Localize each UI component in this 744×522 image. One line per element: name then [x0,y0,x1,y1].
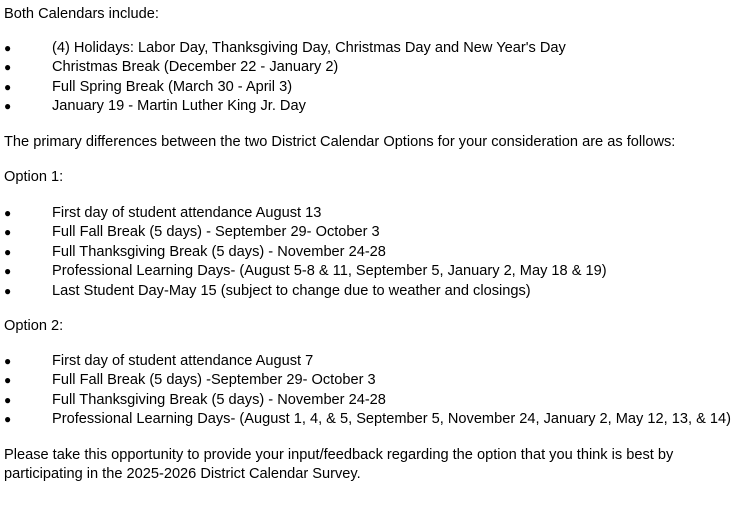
bullet-icon: ● [4,244,12,259]
option2-heading: Option 2: [4,318,64,334]
list-item-text: (4) Holidays: Labor Day, Thanksgiving Day, Christmas Day and New Year's Day [52,40,566,56]
bullet-icon: ● [4,99,12,114]
bullet-icon: ● [4,373,12,388]
list-item-text: Full Fall Break (5 days) -September 29- October 3 [52,372,376,389]
list-item-text: Last Student Day-May 15 (subject to change due to weather and closings) [52,282,531,299]
bullet-icon: ● [4,41,12,55]
list-item-text: Full Thanksgiving Break (5 days) - November 24-28 [52,243,386,260]
list-item-text: First day of student attendance August 7 [52,353,314,369]
bullet-icon: ● [4,264,12,279]
bullet-icon: ● [4,283,12,298]
bullet-icon: ● [4,354,12,368]
list-item-text: Full Spring Break (March 30 - April 3) [52,78,293,95]
option1-heading: Option 1: [4,169,64,185]
bullet-icon: ● [4,412,12,427]
bullet-icon: ● [4,79,12,94]
bullet-icon: ● [4,60,12,75]
list-item-text: Full Thanksgiving Break (5 days) - November 24-28 [52,391,386,408]
closing-text: Please take this opportunity to provide your input/feedback regarding the option that you think is best by participating in the 2025-2026 District Calendar Survey. [4,447,674,482]
bullet-icon: ● [4,206,12,220]
list-item-text: Christmas Break (December 22 - January 2) [52,59,339,76]
bullet-icon: ● [4,392,12,407]
list-item-text: First day of student attendance August 13 [52,205,322,221]
intro-text: Both Calendars include: [4,6,159,22]
list-item-text: Full Fall Break (5 days) - September 29- October 3 [52,224,380,241]
list-item-text: Professional Learning Days- (August 5-8 & 11, September 5, January 2, May 18 & 19) [52,263,607,280]
differences-text: The primary differences between the two District Calendar Options for your consideration are as follows: [4,134,676,150]
bullet-icon: ● [4,225,12,240]
list-item-text: Professional Learning Days- (August 1, 4, & 5, September 5, November 24, January 2, May 12, 13, & 14) [52,411,731,428]
list-item-text: January 19 - Martin Luther King Jr. Day [52,98,306,115]
